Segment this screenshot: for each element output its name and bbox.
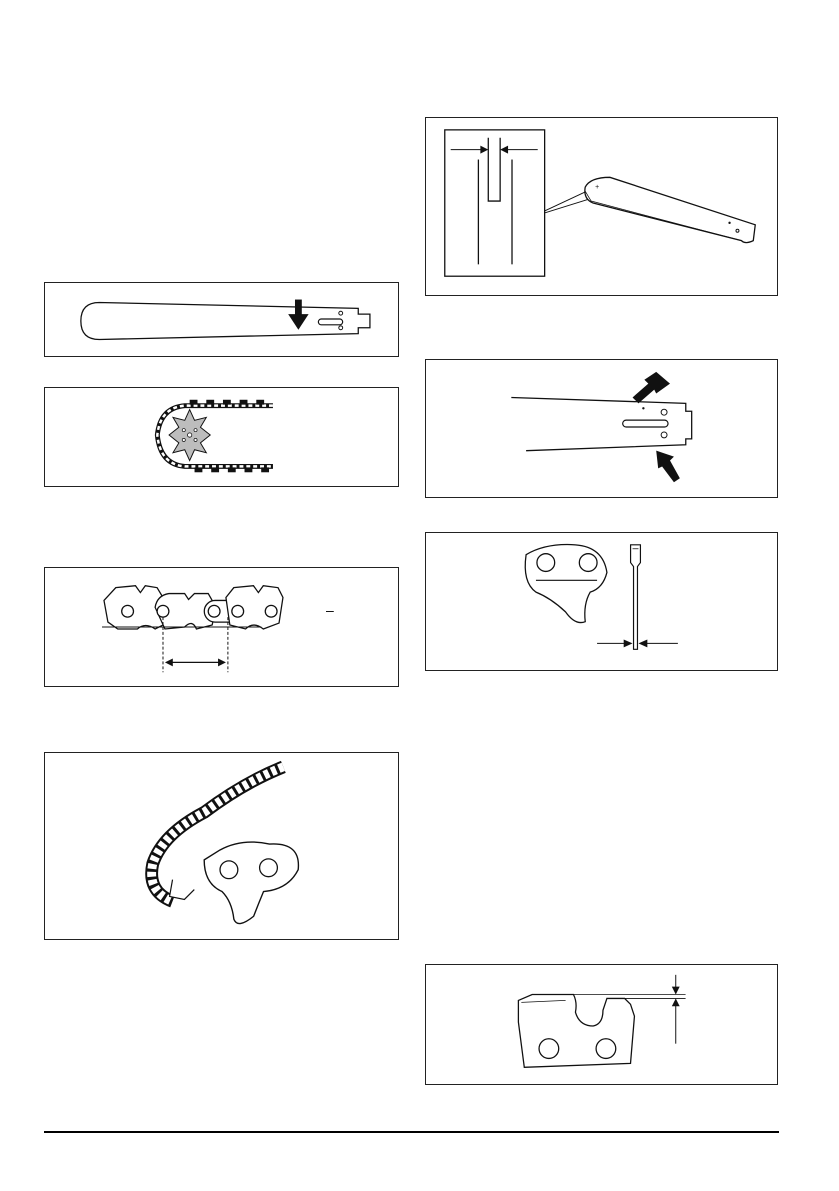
figure-bar-groove — [425, 117, 778, 296]
figure-drive-link-gauge — [425, 532, 778, 671]
svg-text:+: + — [595, 184, 600, 192]
guide-bar-icon — [45, 283, 398, 356]
sprocket-icon — [45, 388, 398, 486]
drive-link-icon — [45, 753, 398, 939]
figure-chain-sprocket — [44, 387, 399, 487]
drive-link-gauge-icon — [426, 533, 777, 670]
chain-pitch-icon — [45, 568, 398, 686]
figure-chain-loop-drive-link — [44, 752, 399, 940]
footer-rule — [44, 1131, 779, 1133]
bar-holes-icon — [426, 360, 777, 497]
depth-gauge-icon — [426, 965, 777, 1084]
figure-guide-bar — [44, 282, 399, 357]
figure-chain-pitch — [44, 567, 399, 687]
figure-depth-gauge — [425, 964, 778, 1085]
figure-bar-holes — [425, 359, 778, 498]
bar-groove-icon — [426, 118, 777, 295]
pitch-dash-mark: – — [326, 602, 334, 618]
